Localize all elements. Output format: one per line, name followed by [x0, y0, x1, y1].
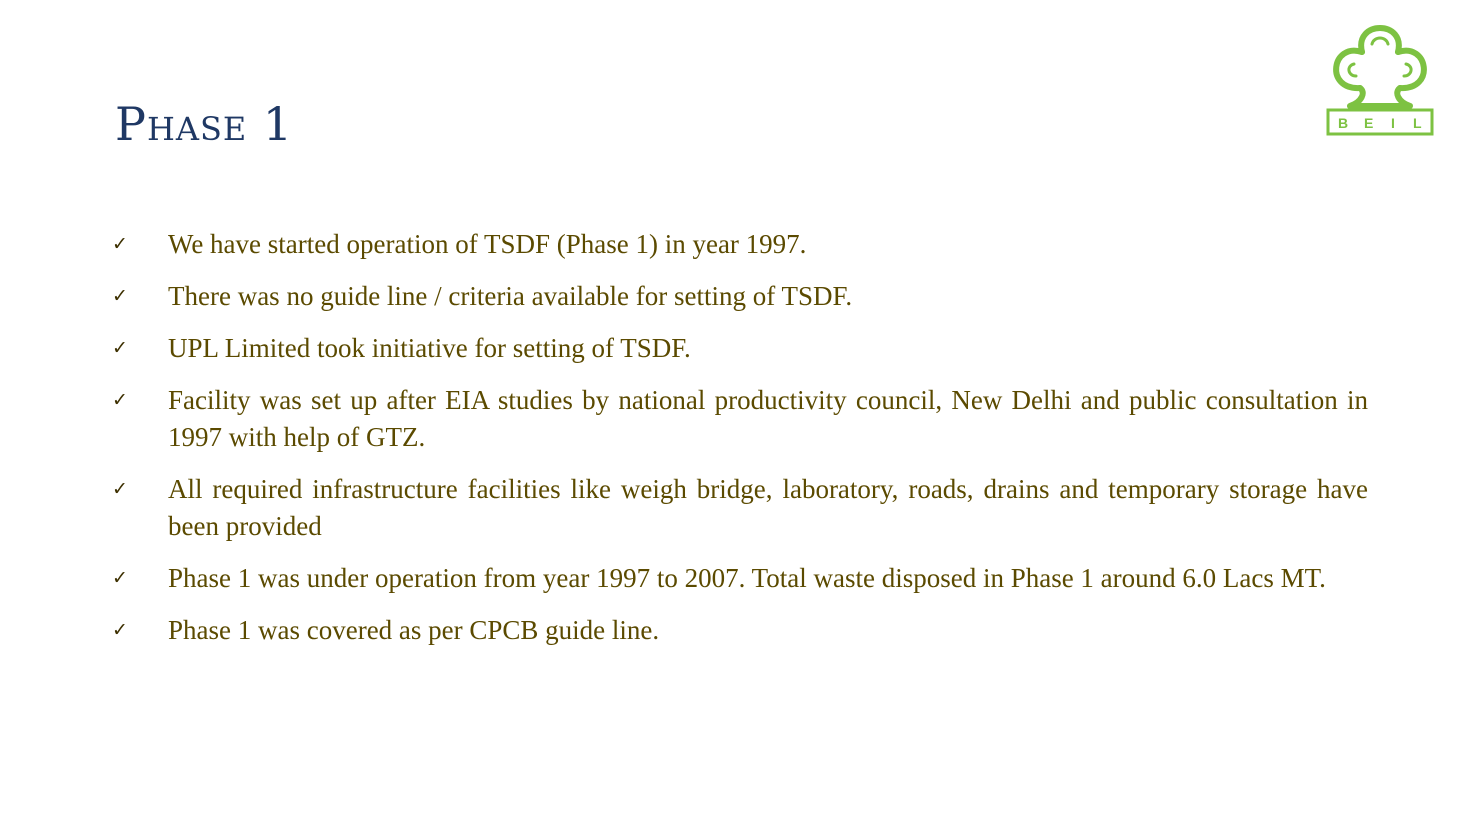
list-item [112, 382, 1368, 456]
checkmark-icon: ✓ [112, 337, 128, 359]
checkmark-icon: ✓ [112, 619, 128, 641]
list-item [112, 226, 1368, 263]
list-item [112, 330, 1368, 367]
list-item [112, 278, 1368, 315]
bullet-text: UPL Limited took initiative for setting of TSDF. [168, 333, 691, 363]
checkmark-icon: ✓ [112, 478, 128, 500]
list-item [112, 560, 1368, 597]
bullet-list [112, 226, 1368, 664]
slide-title: Phase 1 [115, 97, 294, 151]
logo-letter-i: I [1391, 115, 1395, 131]
bullet-text: Phase 1 was covered as per CPCB guide line. [168, 615, 660, 645]
logo-letter-e: E [1364, 115, 1374, 131]
bullet-text: Phase 1 was under operation from year 1997 to 2007. Total waste disposed in Phase 1 around 6.0 Lacs MT. [168, 563, 1326, 593]
checkmark-icon: ✓ [112, 389, 128, 411]
bullet-text: All required infrastructure facilities like weigh bridge, laboratory, roads, drains and temporary storage have been provided [168, 474, 1368, 541]
bullet-text: There was no guide line / criteria available for setting of TSDF. [168, 281, 853, 311]
list-item [112, 612, 1368, 649]
bullet-text: We have started operation of TSDF (Phase 1) in year 1997. [168, 229, 807, 259]
logo-letter-l: L [1413, 115, 1422, 131]
beil-logo [1322, 10, 1438, 140]
checkmark-icon: ✓ [112, 233, 128, 255]
checkmark-icon: ✓ [112, 567, 128, 589]
logo-letter-b: B [1338, 115, 1349, 131]
checkmark-icon: ✓ [112, 285, 128, 307]
bullet-text: Facility was set up after EIA studies by national productivity council, New Delhi and public consultation in 1997 with help of GTZ. [168, 385, 1368, 452]
list-item [112, 471, 1368, 545]
